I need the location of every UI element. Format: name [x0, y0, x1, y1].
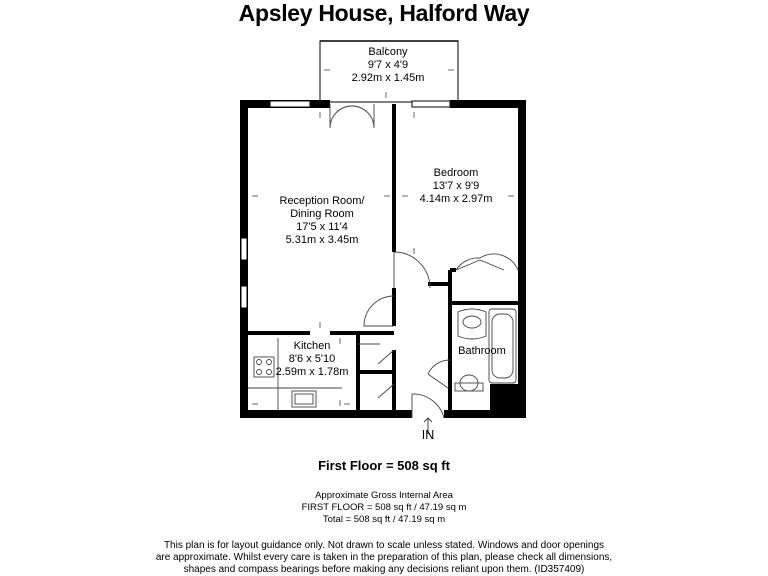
first-floor-area: FIRST FLOOR = 508 sq ft / 47.19 sq m	[301, 502, 467, 513]
bedroom-metric: 4.14m x 2.97m	[419, 193, 493, 205]
kitchen-name: Kitchen	[293, 340, 331, 352]
room-balcony	[336, 46, 440, 85]
floor-area-heading: First Floor = 508 sq ft	[318, 458, 450, 473]
balcony-metric: 2.92m x 1.45m	[351, 72, 425, 84]
reception-name-line2: Dining Room	[290, 208, 354, 220]
room-bedroom	[404, 167, 508, 206]
balcony-imperial: 9'7 x 4'9	[367, 59, 409, 71]
plan-title: Apsley House, Halford Way	[238, 0, 530, 26]
bathroom-name: Bathroom	[458, 345, 506, 357]
disclaimer-line3: shapes and compass bearings before making any decisions reliant upon them. (ID357409)	[183, 564, 585, 575]
room-bathroom	[452, 345, 512, 358]
reception-metric: 5.31m x 3.45m	[285, 234, 359, 246]
bedroom-name: Bedroom	[433, 167, 479, 179]
gross-area-heading: Approximate Gross Internal Area	[315, 490, 453, 501]
gross-area-block	[0, 490, 768, 526]
disclaimer-text	[0, 540, 768, 576]
kitchen-imperial: 8'6 x 5'10	[288, 353, 336, 365]
balcony-name: Balcony	[368, 46, 408, 58]
reception-name-line1: Reception Room/	[279, 195, 365, 207]
room-kitchen	[268, 340, 356, 379]
entrance-label: IN	[421, 428, 435, 442]
total-area: Total = 508 sq ft / 47.19 sq m	[322, 514, 446, 525]
room-reception	[260, 195, 384, 247]
kitchen-metric: 2.59m x 1.78m	[275, 366, 349, 378]
reception-imperial: 17'5 x 11'4	[296, 221, 348, 233]
bedroom-imperial: 13'7 x 9'9	[432, 180, 480, 192]
disclaimer-line2: are approximate. Whilst every care is taken in the preparation of this plan, please check all dimensions,	[155, 552, 613, 563]
disclaimer-line1: This plan is for layout guidance only. Not drawn to scale unless stated. Windows and door openings	[163, 540, 605, 551]
